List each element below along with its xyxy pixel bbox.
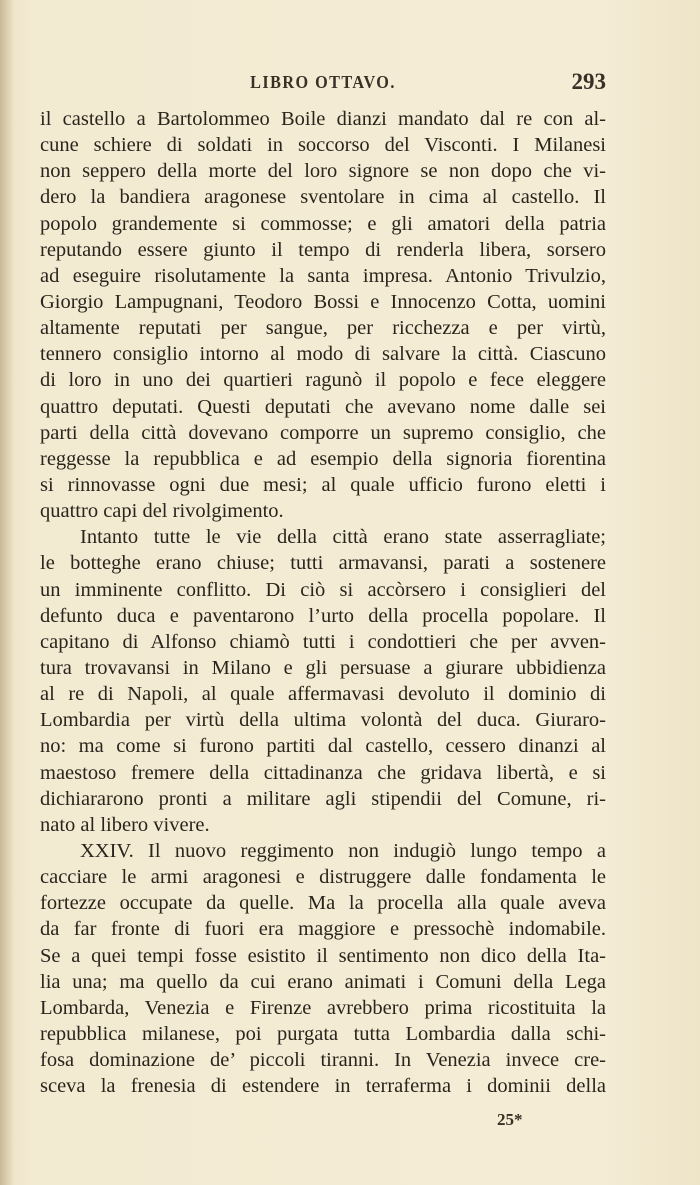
text-line: repubblica milanese, poi purgata tutta Lombardia dalla schi- — [40, 1022, 606, 1045]
text-line: fosa dominazione de’ piccoli tiranni. In Venezia invece cre- — [40, 1049, 606, 1072]
text-line: Se a quei tempi fosse esistito il sentimento non dico della Ita- — [40, 944, 606, 967]
signature-mark: 25* — [497, 1110, 523, 1129]
text-line: maestoso fremere della cittadinanza che gridava libertà, e si — [40, 761, 606, 784]
text-line: nato al libero vivere. — [40, 813, 210, 836]
text-line: capitano di Alfonso chiamò tutti i condottieri che per avven- — [40, 630, 606, 653]
text-line: defunto duca e paventarono l’urto della procella popolare. Il — [40, 604, 606, 627]
text-line: no: ma come si furono partiti dal castello, cessero dinanzi al — [40, 735, 606, 758]
text-line: sceva la frenesia di estendere in terraferma i dominii della — [40, 1075, 606, 1098]
text-line: di loro in uno dei quartieri ragunò il popolo e fece eleggere — [40, 369, 606, 392]
text-line: quattro deputati. Questi deputati che avevano nome dalle sei — [40, 395, 606, 418]
page-header — [40, 69, 606, 102]
text-line: Giorgio Lampugnani, Teodoro Bossi e Innocenzo Cotta, uomini — [40, 290, 606, 313]
text-line: ad eseguire risolutamente la santa impresa. Antonio Trivulzio, — [40, 264, 606, 287]
text-line: reggesse la repubblica e ad esempio della signoria fiorentina — [40, 447, 606, 470]
text-line: Lombarda, Venezia e Firenze avrebbero prima ricostituita la — [40, 996, 606, 1019]
spine-shadow — [0, 0, 14, 1185]
page-number: 293 — [571, 69, 606, 94]
text-line: Lombardia per virtù della ultima volontà del duca. Giuraro- — [40, 709, 606, 732]
text-line: altamente reputati per sangue, per ricchezza e per virtù, — [40, 317, 606, 340]
text-line: popolo grandemente si commosse; e gli amatori della patria — [40, 212, 606, 235]
text-line: Intanto tutte le vie della città erano state asserragliate; — [80, 526, 606, 549]
text-line: non seppero della morte del loro signore se non dopo che vi- — [40, 160, 606, 183]
running-title: LIBRO OTTAVO. — [250, 72, 396, 92]
body-text — [40, 106, 606, 1099]
text-line: un imminente conflitto. Di ciò si accòrsero i consiglieri del — [40, 578, 606, 601]
text-line: cacciare le armi aragonesi e distruggere dalle fondamenta le — [40, 866, 606, 889]
text-line: fortezze occupate da quelle. Ma la procella alla quale aveva — [40, 892, 606, 915]
text-line: tennero consiglio intorno al modo di salvare la città. Ciascuno — [40, 343, 606, 366]
text-line: XXIV. Il nuovo reggimento non indugiò lungo tempo a — [80, 839, 606, 862]
text-line: il castello a Bartolommeo Boile dianzi mandato dal re con al- — [40, 108, 606, 130]
text-line: lia una; ma quello da cui erano animati i Comuni della Lega — [40, 970, 606, 993]
text-line: dero la bandiera aragonese sventolare in cima al castello. Il — [40, 186, 606, 209]
text-line: parti della città dovevano comporre un supremo consiglio, che — [40, 421, 606, 444]
text-line: dichiararono pronti a militare agli stipendii del Comune, ri- — [40, 787, 606, 810]
text-line: quattro capi del rivolgimento. — [40, 500, 284, 523]
text-line: al re di Napoli, al quale affermavasi devoluto il dominio di — [40, 683, 606, 706]
text-line: cune schiere di soldati in soccorso del Visconti. I Milanesi — [40, 134, 606, 157]
text-line: da far fronte di fuori era maggiore e pressochè indomabile. — [40, 918, 606, 941]
text-line: reputando essere giunto il tempo di renderla libera, sorsero — [40, 238, 606, 261]
text-line: tura trovavansi in Milano e gli persuase a giurare ubbidienza — [40, 656, 606, 679]
text-line: le botteghe erano chiuse; tutti armavansi, parati a sostenere — [40, 552, 606, 575]
text-line: si rinnovasse ogni due mesi; al quale ufficio furono eletti i — [40, 473, 606, 496]
